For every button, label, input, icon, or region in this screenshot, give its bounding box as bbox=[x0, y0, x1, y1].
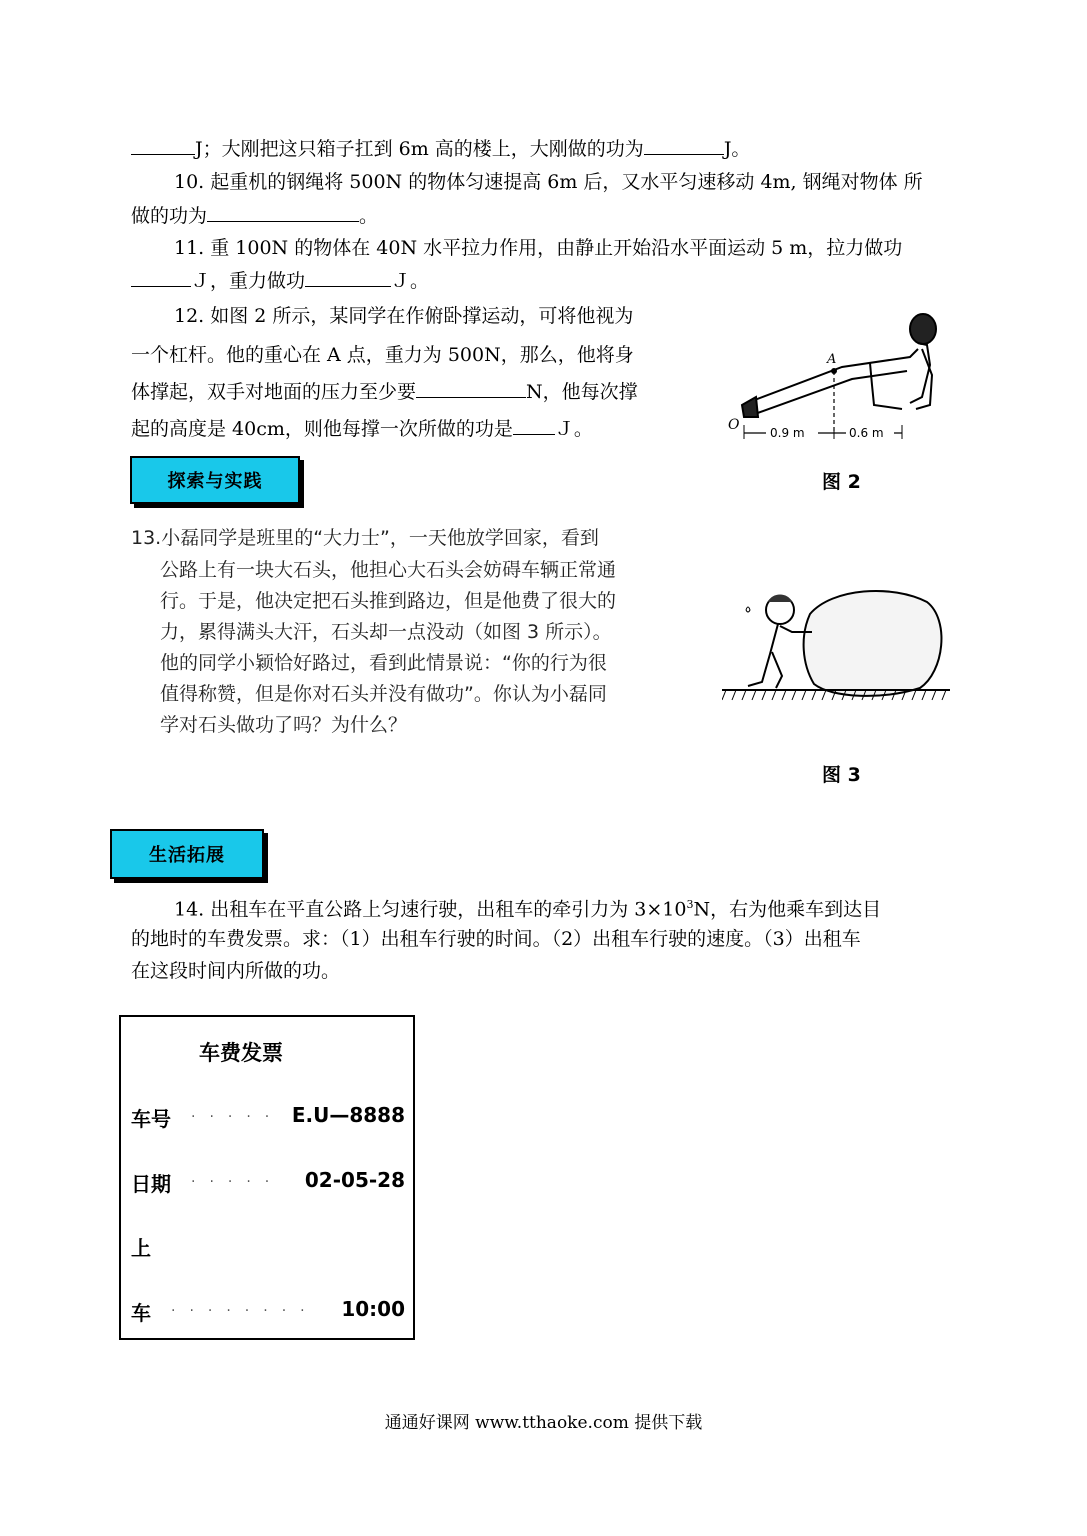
q12-line3: 体撑起，双手对地面的压力至少要 N，他每次撑 bbox=[131, 377, 638, 406]
q14-line1: 14. 出租车在平直公路上匀速行驶，出租车的牵引力为 $3\times 10^3N$，右为他乘车到达目 bbox=[174, 898, 882, 921]
figure-3-caption: 图 3 bbox=[822, 764, 861, 786]
pushup-figure bbox=[722, 305, 952, 445]
q13-line: 值得称赞，但是你对石头并没有做功”。你认为小磊同 bbox=[160, 683, 607, 705]
answer-blank[interactable] bbox=[131, 266, 191, 287]
answer-blank[interactable] bbox=[131, 134, 195, 155]
q13-line: 学对石头做功了吗？为什么？ bbox=[160, 714, 408, 736]
q13-line: 他的同学小颖恰好路过，看到此情景说：“你的行为很 bbox=[160, 652, 607, 674]
q12-line2: 一个杠杆。他的重心在 A 点，重力为 500N，那么，他将身 bbox=[131, 344, 634, 366]
receipt-row-car-number: 车号 ..... E.U—8888 bbox=[131, 1103, 405, 1131]
q13-line: 13.小磊同学是班里的“大力士”，一天他放学回家，看到 bbox=[131, 527, 599, 549]
q11-line2: Ｊ，重力做功 Ｊ。 bbox=[131, 266, 429, 295]
q13-line: 行。于是，他决定把石头推到路边，但是他费了很大的 bbox=[160, 590, 617, 612]
q9-tail: J；大刚把这只箱子扛到 6m 高的楼上，大刚做的功为 J。 bbox=[131, 134, 750, 163]
dim-label-2: 0.6 m bbox=[849, 426, 884, 440]
boy-pushing-rock-figure bbox=[722, 580, 950, 712]
answer-blank[interactable] bbox=[644, 134, 724, 155]
q12-line1: 12. 如图 2 所示，某同学在作俯卧撑运动，可将他视为 bbox=[174, 305, 634, 327]
q13-line: 力，累得满头大汗，石头却一点没动（如图 3 所示）。 bbox=[160, 621, 612, 643]
label-o: O bbox=[728, 417, 740, 433]
q12-line4: 起的高度是 40cm，则他每撑一次所做的功是 Ｊ。 bbox=[131, 414, 593, 443]
q11-line1: 11. 重 100N 的物体在 40N 水平拉力作用，由静止开始沿水平面运动 5 m，拉力做功 bbox=[174, 237, 903, 259]
q13-line: 公路上有一块大石头，他担心大石头会妨碍车辆正常通 bbox=[160, 559, 617, 581]
answer-blank[interactable] bbox=[305, 266, 391, 287]
section-heading-explore: 探索与实践 bbox=[130, 456, 300, 504]
answer-blank[interactable] bbox=[207, 201, 359, 222]
figure-2-caption: 图 2 bbox=[822, 471, 861, 493]
dim-label-1: 0.9 m bbox=[770, 426, 805, 440]
answer-blank[interactable] bbox=[416, 377, 526, 398]
label-a: A bbox=[827, 352, 837, 367]
q10-line2: 做的功为 。 bbox=[131, 201, 378, 230]
taxi-receipt bbox=[119, 1015, 415, 1340]
receipt-title: 车费发票 bbox=[199, 1041, 283, 1065]
receipt-row-time: 车 ........ 10:00 bbox=[131, 1297, 405, 1325]
page-footer: 通通好课网 www.tthaoke.com 提供下载 bbox=[384, 1413, 703, 1433]
q14-line3: 在这段时间内所做的功。 bbox=[131, 960, 341, 982]
receipt-row-date: 日期 ..... 02-05-28 bbox=[131, 1168, 405, 1196]
q10-line1: 10. 起重机的钢绳将 500N 的物体匀速提高 6m 后，又水平匀速移动 4m, 钢绳对物体 所 bbox=[174, 171, 923, 193]
section-heading-life: 生活拓展 bbox=[110, 829, 264, 879]
receipt-row-boarding: 上 bbox=[131, 1236, 151, 1260]
answer-blank[interactable] bbox=[513, 414, 555, 435]
q14-line2: 的地时的车费发票。求：（1）出租车行驶的时间。（2）出租车行驶的速度。（3）出租车 bbox=[131, 928, 861, 950]
